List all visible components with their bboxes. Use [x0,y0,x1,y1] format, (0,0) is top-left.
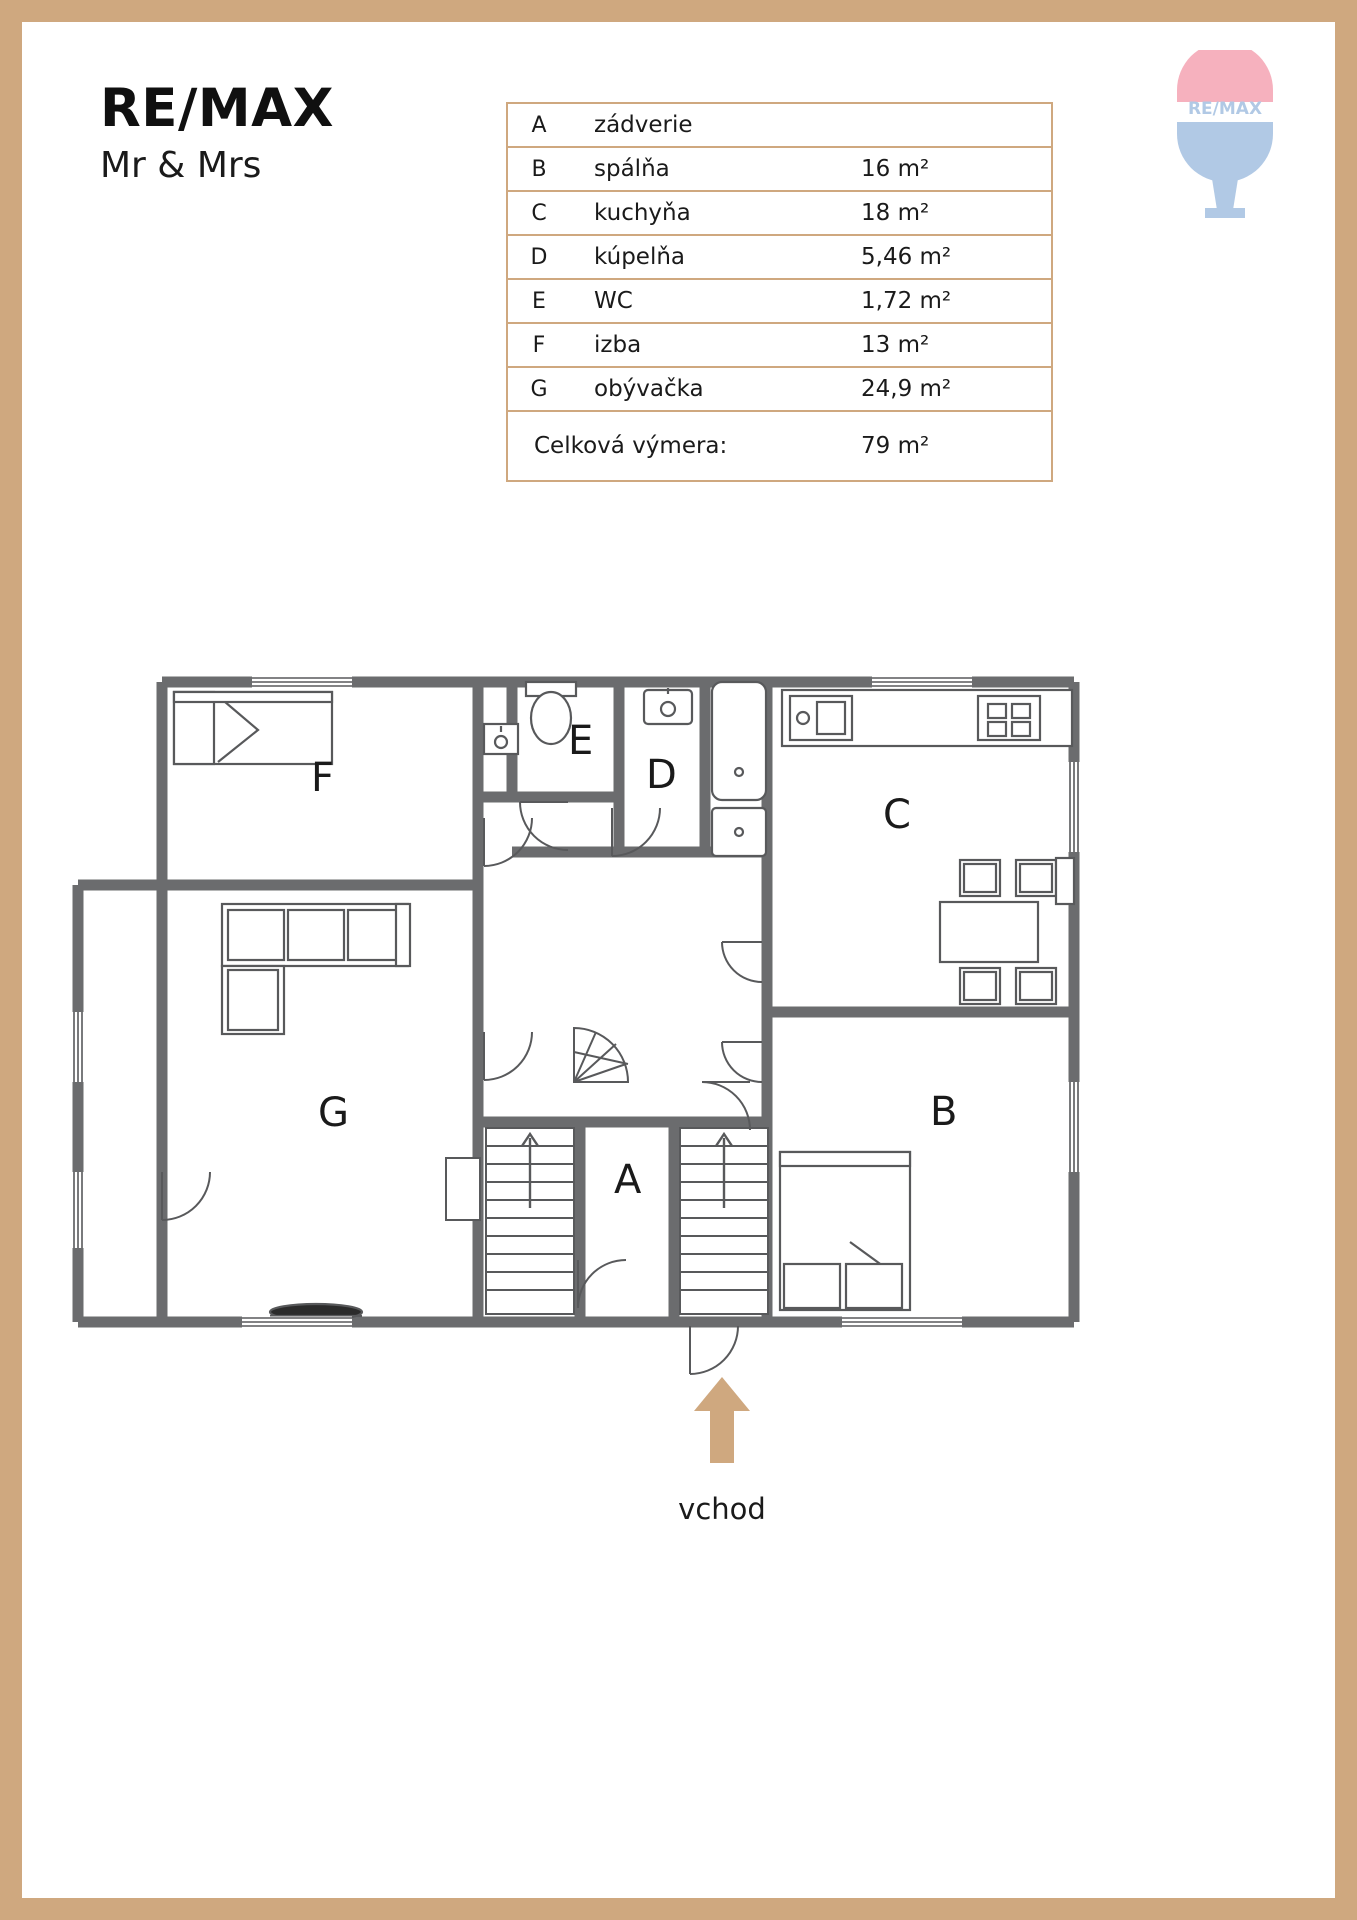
legend-key: G [530,376,548,402]
room-label-a: A [614,1157,642,1203]
legend-row [508,324,1051,368]
legend-room-name: kúpelňa [594,244,686,270]
brand-logo [100,78,430,186]
legend-row [508,280,1051,324]
legend-room-area: 1,72 m² [861,288,952,314]
room-label-g: G [318,1090,349,1136]
legend-room-area: 18 m² [861,200,930,226]
legend-room-name: kuchyňa [594,200,691,226]
svg-text:RE/MAX: RE/MAX [1187,99,1263,119]
legend-room-name: zádverie [594,112,693,138]
room-label-c: C [883,792,911,838]
legend-row [508,236,1051,280]
legend-room-area: 5,46 m² [861,244,952,270]
legend-room-area: 16 m² [861,156,930,182]
legend-row [508,192,1051,236]
legend-key: E [532,288,546,314]
room-label-b: B [930,1089,958,1135]
legend-room-area: 13 m² [861,332,930,358]
legend-key: C [531,200,547,226]
legend-total-value: 79 m² [861,433,930,459]
remax-balloon-watermark [1167,50,1283,225]
legend-key: B [531,156,547,182]
legend-room-name: spálňa [594,156,670,182]
room-label-f: F [311,755,335,801]
legend-room-area: 24,9 m² [861,376,952,402]
room-label-d: D [646,752,677,798]
brand-wordmark: RE/MAX [100,78,334,139]
legend-total-row [508,412,1051,480]
brand-tagline: Mr & Mrs [100,145,262,186]
legend-row [508,368,1051,412]
legend-room-name: izba [594,332,642,358]
legend-row [508,148,1051,192]
entrance-arrow-icon [694,1377,750,1463]
legend-room-name: WC [594,288,633,314]
floorplan-drawing [22,612,1357,1552]
legend-key: A [531,112,547,138]
legend-row [508,104,1051,148]
legend-table [506,102,1053,482]
legend-room-name: obývačka [594,376,704,402]
room-label-e: E [568,718,594,764]
entrance-label: vchod [678,1492,766,1526]
floorplan-document [22,22,1335,1898]
legend-total-label: Celková výmera: [534,433,728,459]
legend-key: D [530,244,548,270]
legend-key: F [532,332,546,358]
